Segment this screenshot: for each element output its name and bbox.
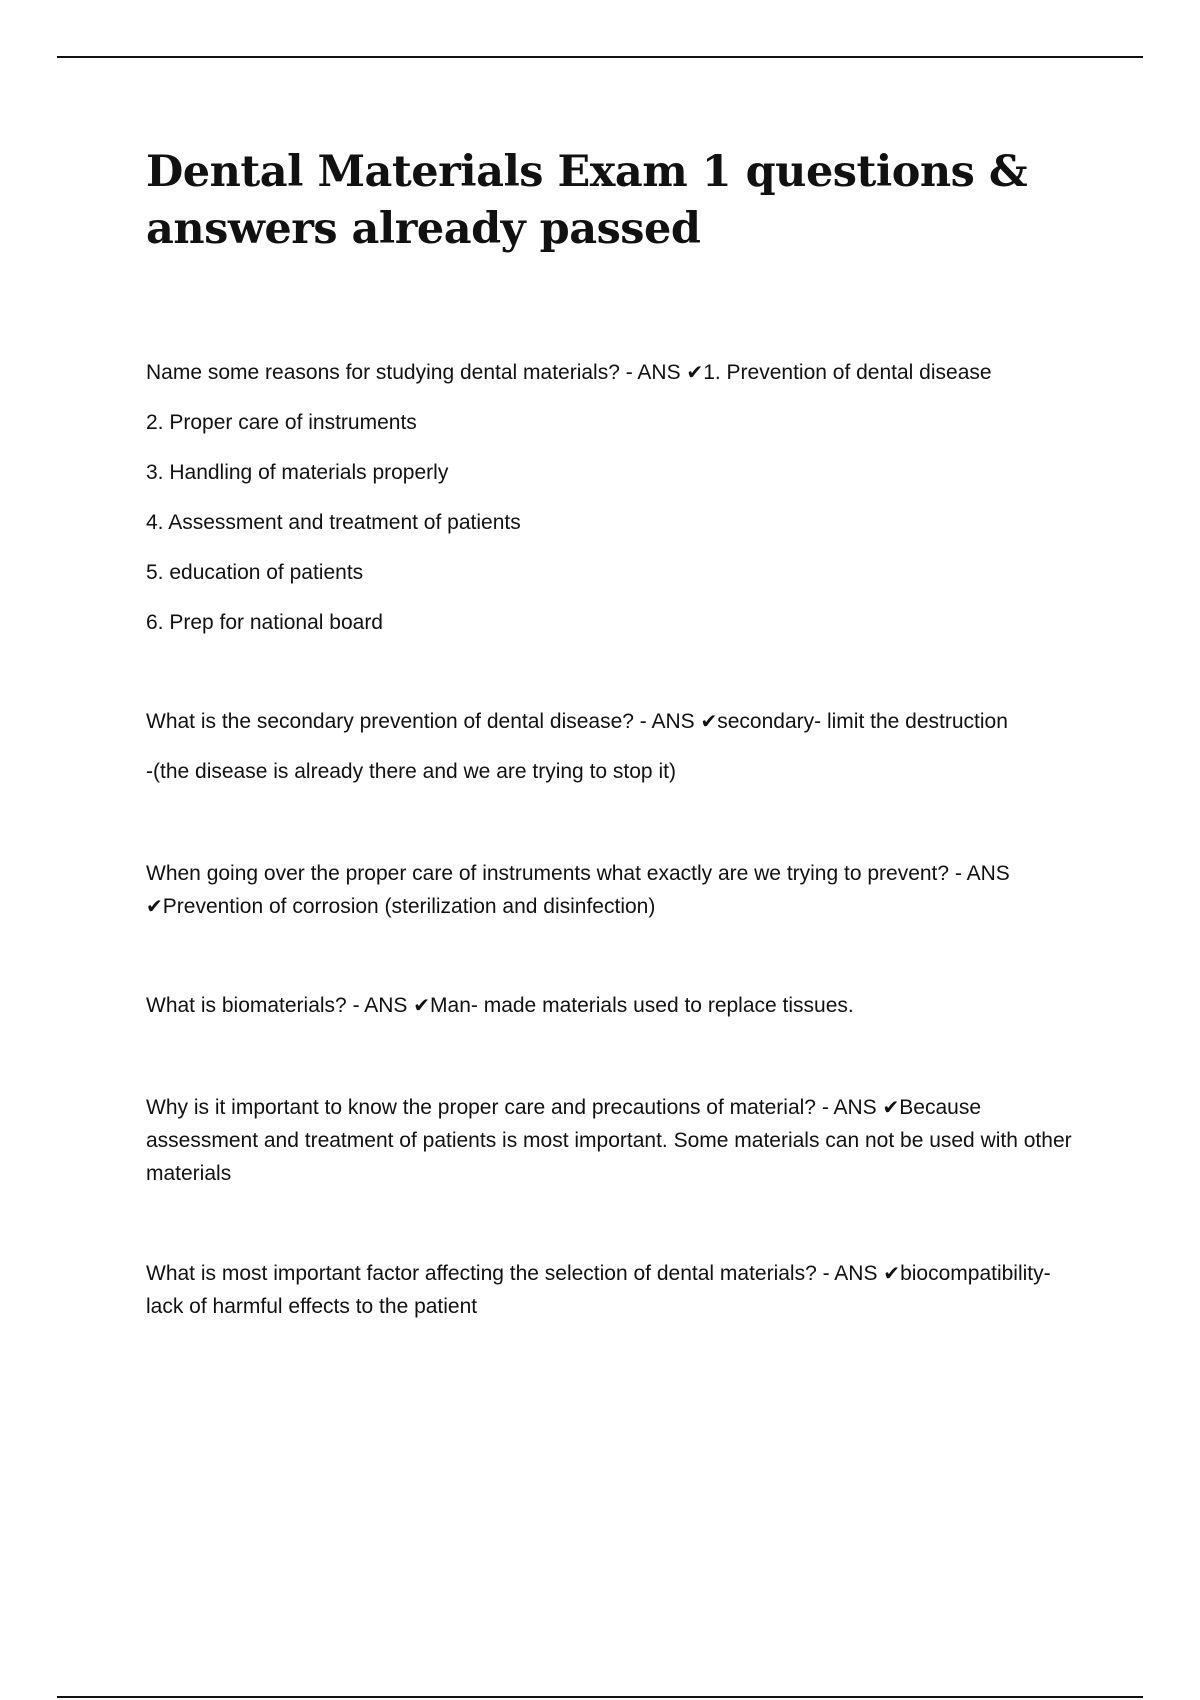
qa-item [146, 857, 1086, 923]
qa-item [146, 989, 1086, 1022]
qa-item [146, 705, 1086, 788]
qa-question [146, 857, 1086, 923]
qa-question [146, 989, 1086, 1022]
check-icon: ✔ [883, 1261, 901, 1285]
answer-text: Man- made materials used to replace tissues. [430, 994, 854, 1017]
qa-question [146, 705, 1086, 738]
answer-line: 4. Assessment and treatment of patients [146, 511, 521, 534]
qa-item [146, 1257, 1086, 1323]
check-icon: ✔ [413, 993, 431, 1017]
check-icon: ✔ [686, 360, 704, 384]
answer-line: 6. Prep for national board [146, 611, 383, 634]
bottom-divider [57, 1696, 1143, 1698]
answer-line: 1. Prevention of dental disease [703, 361, 992, 384]
question-text: What is the secondary prevention of dental disease? - ANS [146, 710, 701, 733]
check-icon: ✔ [146, 894, 163, 918]
check-icon: ✔ [700, 709, 718, 733]
question-text: When going over the proper care of instruments what exactly are we trying to prevent? - ANS [146, 862, 1010, 885]
answer-line: 3. Handling of materials properly [146, 461, 449, 484]
answer-text: biocompatibility- lack of harmful effects to the patient [146, 1262, 1051, 1318]
document-title: Dental Materials Exam 1 questions & answers already passed [146, 147, 1028, 254]
answer-line: secondary- limit the destruction [717, 710, 1008, 733]
question-text: What is biomaterials? - ANS [146, 994, 414, 1017]
qa-item [146, 1091, 1086, 1190]
qa-question [146, 1091, 1086, 1190]
answer-line: 2. Proper care of instruments [146, 411, 417, 434]
answer-line: 5. education of patients [146, 561, 364, 584]
answer-text: Because assessment and treatment of patients is most important. Some materials can not be used with other materials [146, 1096, 1072, 1185]
answer-line: -(the disease is already there and we are trying to stop it) [146, 760, 676, 783]
top-divider [57, 56, 1143, 58]
question-text: Why is it important to know the proper care and precautions of material? - ANS [146, 1096, 883, 1119]
qa-question [146, 1257, 1086, 1323]
answer-text: Prevention of corrosion (sterilization and disinfection) [162, 895, 656, 918]
check-icon: ✔ [882, 1095, 900, 1119]
qa-item [146, 356, 1086, 639]
question-text: What is most important factor affecting the selection of dental materials? - ANS [146, 1262, 884, 1285]
question-text: Name some reasons for studying dental materials? - ANS [146, 361, 687, 384]
qa-question [146, 356, 1086, 389]
